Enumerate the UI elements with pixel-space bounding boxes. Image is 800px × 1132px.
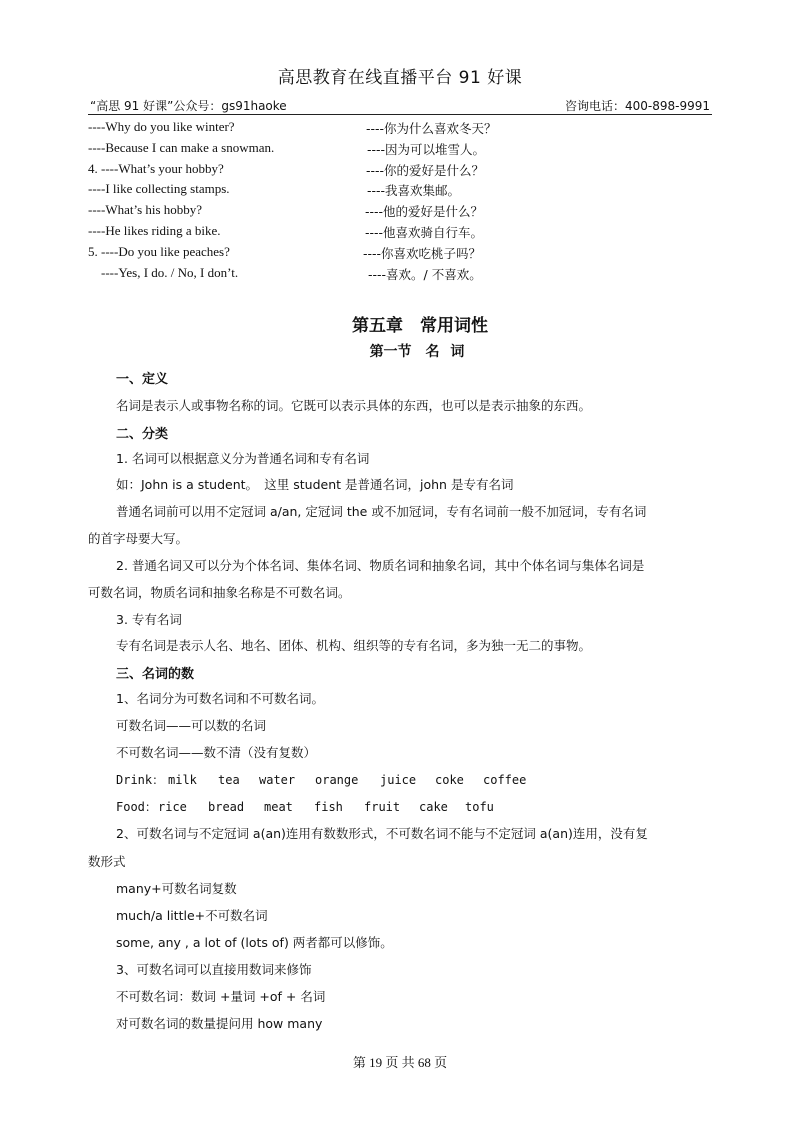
dialogue-english: ----Why do you like winter? [88,119,235,134]
word-item: coffee [483,773,527,787]
paragraph-item: 1. 名词可以根据意义分为普通名词和专有名词 [116,451,370,466]
drink-label: Drink： [116,773,165,787]
dialogue-row [0,158,800,179]
rule-some-any: some, any , a lot of (lots of) 两者都可以修饰。 [116,935,393,950]
dialogue-english: ----Yes, I do. / No, I don’t. [101,264,239,280]
countable-definition: 可数名词——可以数的名词 [116,718,267,733]
header-wechat: “高思 91 好课”公众号：gs91haoke [90,99,287,113]
rule-how-many: 对可数名词的数量提问用 how many [116,1016,323,1031]
dialogue-english: 4. ----What’s your hobby? [88,160,224,176]
dialogue-english: ----Because I can make a snowman. [88,139,275,155]
word-item: meat [264,800,293,814]
paragraph-item-cont: 数形式 [88,854,126,869]
rule-formula: 不可数名词：数词 +量词 +of + 名词 [116,989,326,1004]
dialogue-row [0,178,800,199]
dialogue-chinese: ----你喜欢吃桃子吗？ [363,245,482,261]
dialogue-chinese: ----他喜欢骑自行车。 [365,224,484,240]
dialogue-chinese: ----我喜欢集邮。 [367,183,461,199]
word-item: water [259,773,296,787]
word-item: orange [315,773,359,787]
paragraph-item: 3. 专有名词 [116,612,182,627]
word-item: fruit [364,800,401,814]
paragraph-item-cont: 可数名词，物质名词和抽象名称是不可数名词。 [88,585,351,600]
dialogue-row [0,262,800,283]
paragraph-item: 3、可数名词可以直接用数词来修饰 [116,962,312,977]
header-divider [88,114,712,115]
dialogue-row [0,220,800,241]
dialogue-english: ----He likes riding a bike. [88,222,221,238]
dialogue-chinese: ----你的爱好是什么？ [366,162,485,178]
dialogue-list [0,116,800,282]
word-item: juice [380,773,417,787]
food-label: Food： [116,800,157,814]
paragraph-note: 普通名词前可以用不定冠词 a/an, 定冠词 the 或不加冠词，专有名词前一般不加冠词，专有名词 [116,504,647,519]
dialogue-chinese: ----你为什么喜欢冬天？ [366,121,497,136]
rule-many: many+可数名词复数 [116,881,237,896]
heading-classification: 二、分类 [116,427,169,442]
paragraph-item: 2、可数名词与不定冠词 a(an)连用有数数形式，不可数名词不能与不定冠词 a(an)连用，没有复 [116,826,648,841]
word-item: milk [168,773,197,787]
header-title: 高思教育在线直播平台 91 好课 [277,68,523,88]
chapter-title: 第五章 常用词性 [352,316,488,336]
word-item: coke [435,773,464,787]
word-item: cake [419,800,448,814]
paragraph-note-cont: 的首字母要大写。 [88,531,189,546]
dialogue-row [0,116,800,137]
paragraph-proper-noun: 专有名词是表示人名、地名、团体、机构、组织等的专有名词，多为独一无二的事物。 [116,638,592,653]
word-item: bread [208,800,245,814]
page-number: 第 19 页 共 68 页 [352,1055,448,1070]
dialogue-row [0,199,800,220]
heading-noun-number: 三、名词的数 [116,667,195,682]
paragraph-item: 2. 普通名词又可以分为个体名词、集体名词、物质名词和抽象名词，其中个体名词与集体名词是 [116,558,645,573]
word-item: rice [158,800,187,814]
food-list [116,798,494,815]
word-item: tea [218,773,240,787]
paragraph-definition: 名词是表示人或事物名称的词。它既可以表示具体的东西，也可以是表示抽象的东西。 [116,398,592,413]
section-title: 第一节 名 词 [369,344,465,360]
drink-list [116,771,526,788]
word-item: fish [314,800,343,814]
rule-much: much/a little+不可数名词 [116,908,268,923]
dialogue-chinese: ----他的爱好是什么？ [365,204,484,220]
dialogue-row [0,241,800,262]
uncountable-definition: 不可数名词——数不清（没有复数） [116,745,317,760]
paragraph-item: 1、名词分为可数名词和不可数名词。 [116,691,324,706]
header-phone: 咨询电话：400-898-9991 [564,99,710,113]
dialogue-chinese: ----喜欢。/ 不喜欢。 [368,266,482,282]
dialogue-english: ----I like collecting stamps. [88,181,230,197]
paragraph-example: 如：John is a student。 这里 student 是普通名词，john 是专有名词 [116,477,514,492]
heading-definition: 一、定义 [116,372,169,387]
dialogue-english: ----What’s his hobby? [88,202,203,218]
dialogue-english: 5. ----Do you like peaches? [88,243,230,259]
dialogue-row [0,137,800,158]
dialogue-chinese: ----因为可以堆雪人。 [367,141,486,157]
word-item: tofu [465,800,494,814]
